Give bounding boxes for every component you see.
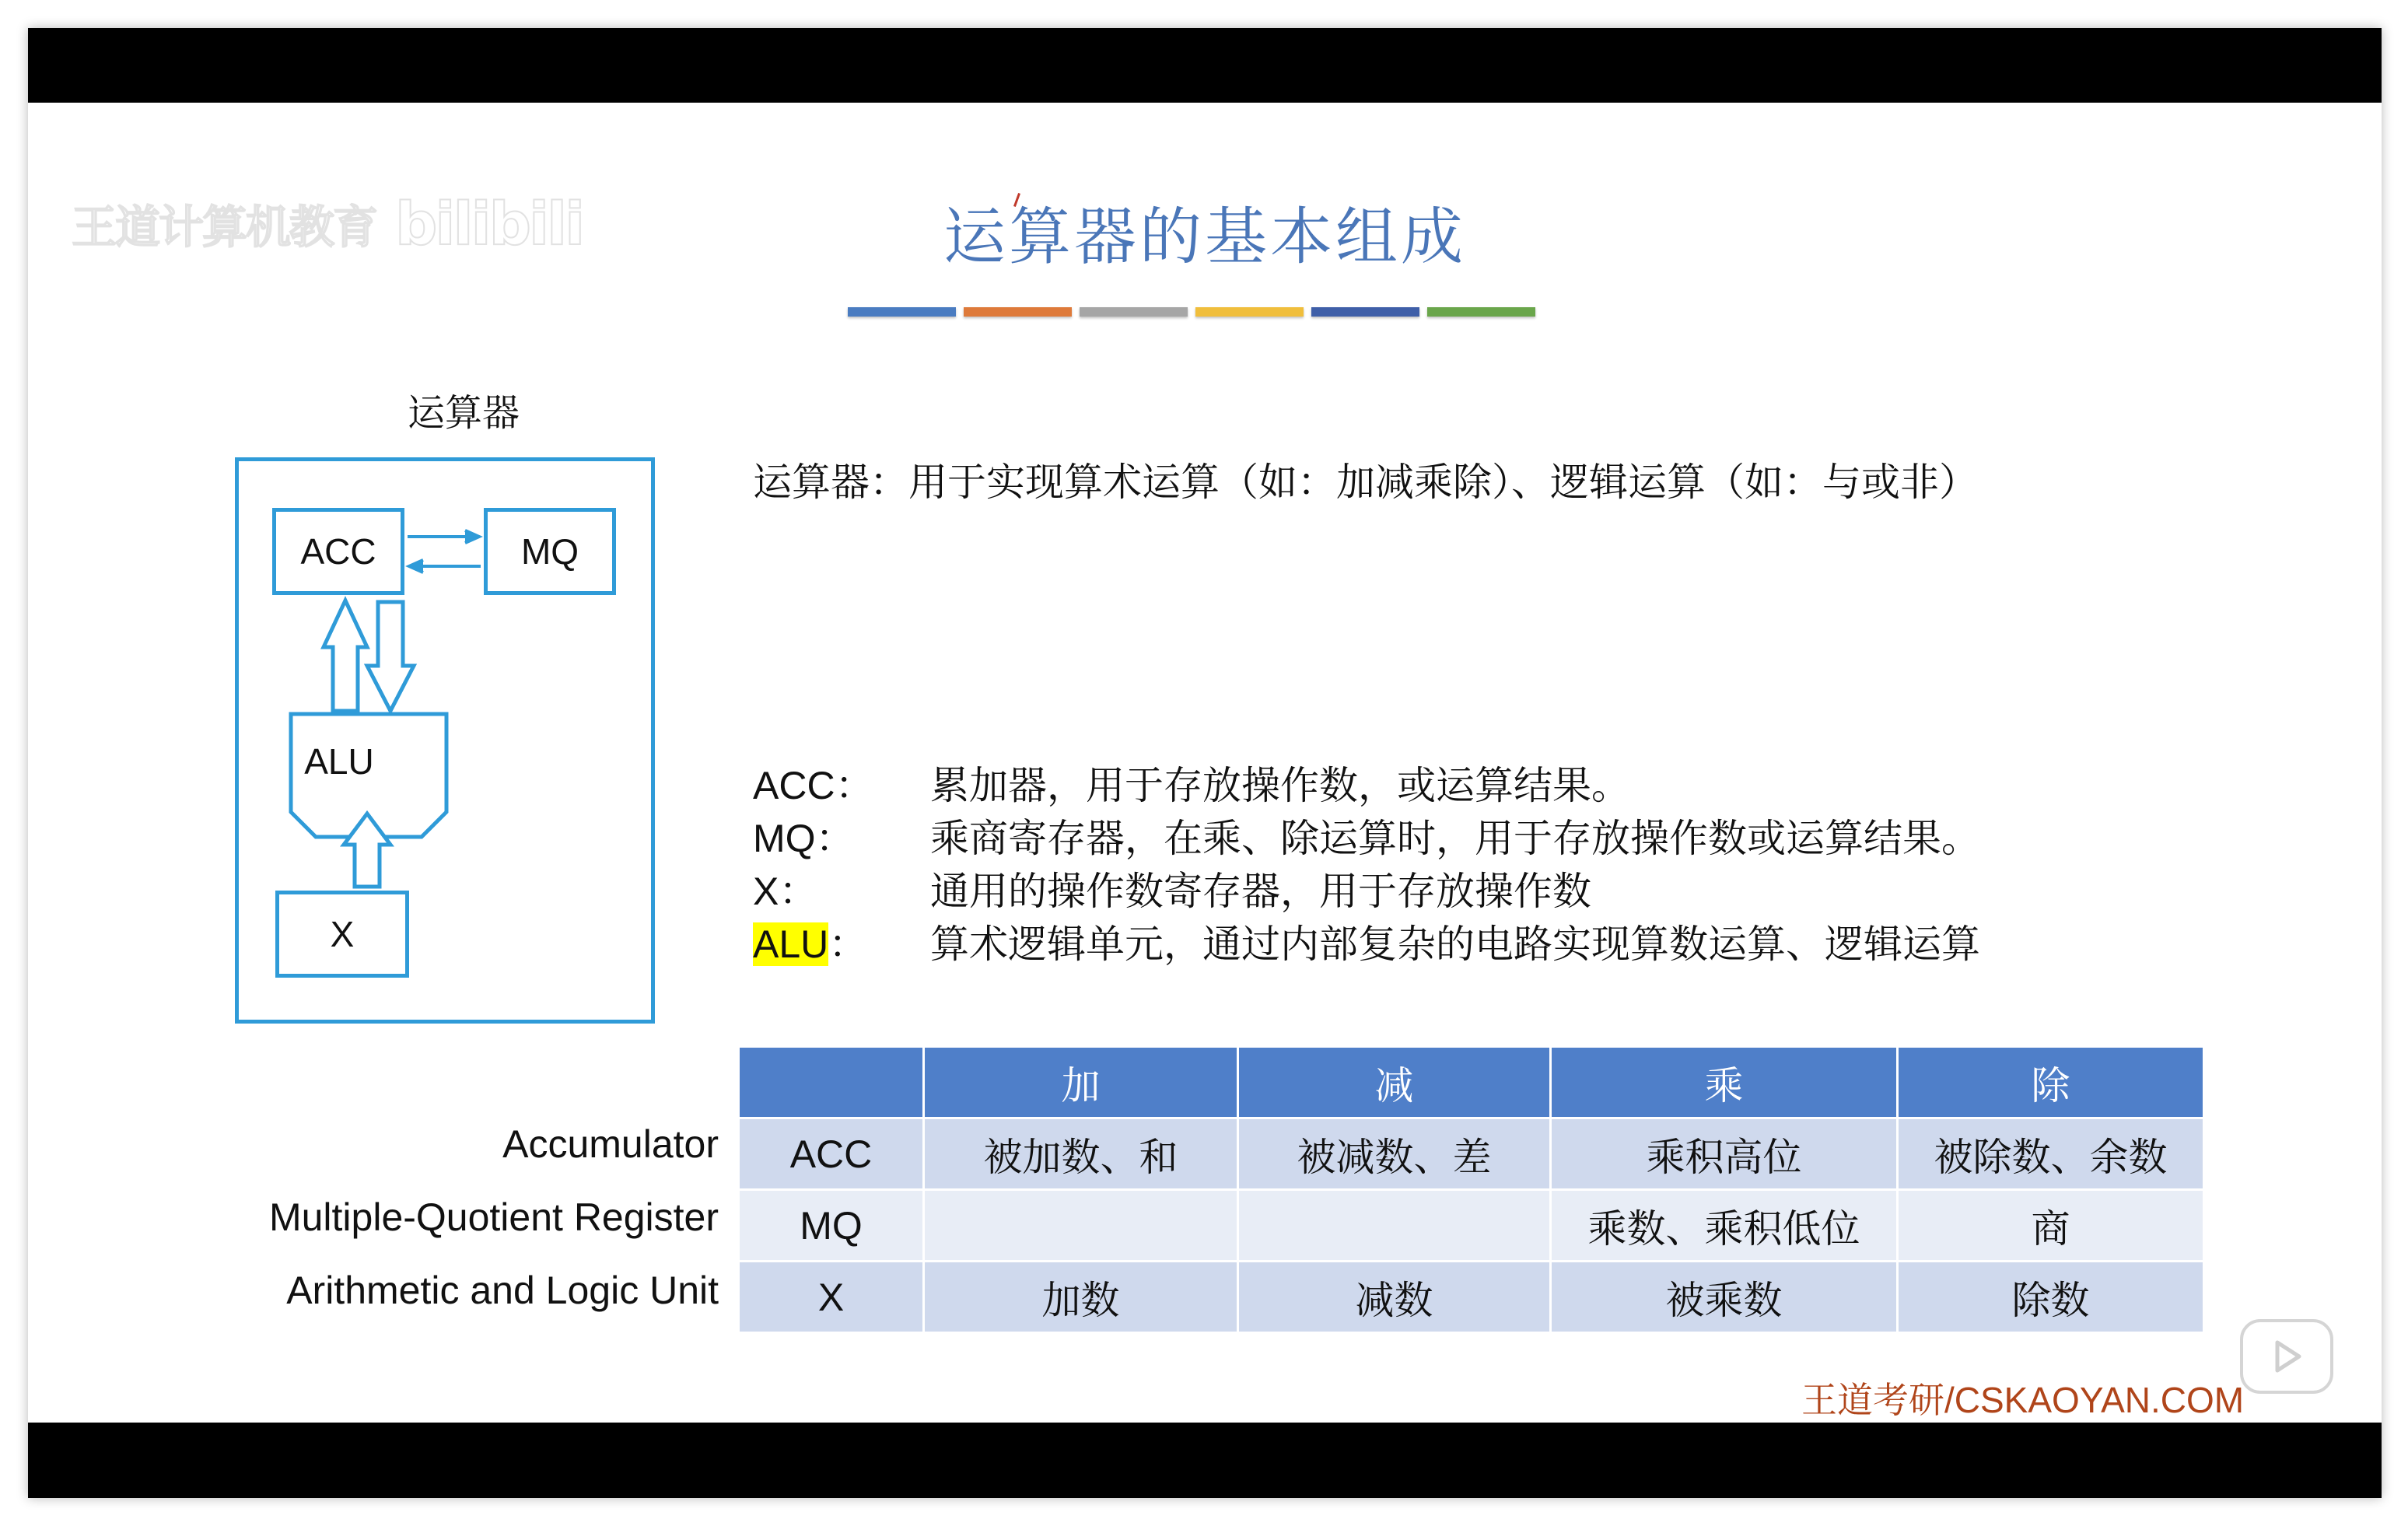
alu-to-acc-arrow xyxy=(324,600,367,711)
table-cell: 商 xyxy=(1898,1190,2204,1262)
alu-label: ALU xyxy=(304,741,374,782)
table-cell: 除数 xyxy=(1898,1262,2204,1333)
table-row xyxy=(739,1190,2204,1262)
slide xyxy=(28,103,2382,1423)
term-mq: MQ： xyxy=(753,817,855,860)
full-name-accumulator: Accumulator xyxy=(502,1122,719,1166)
x-box: X xyxy=(275,891,409,978)
term-alu-highlight: ALU xyxy=(753,922,829,966)
slide-title: 运算器的基本组成 xyxy=(943,201,1466,273)
table-cell: 被乘数 xyxy=(1551,1262,1898,1333)
alu-definition: 运算器：用于实现算术运算（如：加减乘除）、逻辑运算（如：与或非） xyxy=(753,460,1978,505)
full-name-alu: Arithmetic and Logic Unit xyxy=(286,1269,719,1312)
term-x: X： xyxy=(753,870,818,913)
table-header-row xyxy=(739,1047,2204,1118)
table-header-cell: 除 xyxy=(1898,1047,2204,1118)
mq-to-acc-arrowhead xyxy=(409,560,423,572)
table-row xyxy=(739,1262,2204,1333)
term-alu-suffix: ： xyxy=(828,922,868,966)
letterbox-bottom xyxy=(28,1423,2382,1498)
table-header-cell: 减 xyxy=(1238,1047,1551,1118)
term-acc-desc: 累加器，用于存放操作数，或运算结果。 xyxy=(930,763,1630,808)
table-cell: X xyxy=(739,1262,924,1333)
term-mq-desc: 乘商寄存器，在乘、除运算时，用于存放操作数或运算结果。 xyxy=(930,816,1980,861)
bilibili-logo: bilibili xyxy=(395,188,583,258)
video-player-window xyxy=(28,28,2382,1498)
table-cell xyxy=(1238,1190,1551,1262)
table-cell: 乘数、乘积低位 xyxy=(1551,1190,1898,1262)
table-cell: 被减数、差 xyxy=(1238,1118,1551,1190)
watermark-text: 王道计算机教育 xyxy=(72,201,377,254)
acc-box: ACC xyxy=(272,508,404,595)
full-name-mq: Multiple-Quotient Register xyxy=(268,1195,719,1239)
table-header-cell: 加 xyxy=(924,1047,1238,1118)
table-header-cell: 乘 xyxy=(1551,1047,1898,1118)
table-cell xyxy=(924,1190,1238,1262)
term-acc: ACC： xyxy=(753,764,874,807)
table-row xyxy=(739,1118,2204,1190)
play-button[interactable] xyxy=(2240,1319,2333,1394)
term-x-desc: 通用的操作数寄存器，用于存放操作数 xyxy=(930,869,1591,914)
table-cell: 乘积高位 xyxy=(1551,1118,1898,1190)
acc-to-alu-arrow xyxy=(367,602,414,711)
letterbox-top xyxy=(28,28,2382,103)
acc-to-mq-arrowhead xyxy=(465,530,479,543)
table-cell: MQ xyxy=(739,1190,924,1262)
term-alu-desc: 算术逻辑单元，通过内部复杂的电路实现算数运算、逻辑运算 xyxy=(930,922,1980,967)
table-cell: ACC xyxy=(739,1118,924,1190)
mq-box: MQ xyxy=(484,508,616,595)
table-cell: 加数 xyxy=(924,1262,1238,1333)
table-cell: 减数 xyxy=(1238,1262,1551,1333)
term-alu xyxy=(753,913,867,969)
x-to-alu-arrow xyxy=(344,814,390,887)
table-header-cell xyxy=(739,1047,924,1118)
play-icon xyxy=(2243,1322,2330,1391)
table-cell: 被除数、余数 xyxy=(1898,1118,2204,1190)
register-usage-table xyxy=(737,1045,2205,1334)
table-cell: 被加数、和 xyxy=(924,1118,1238,1190)
footer-brand: 王道考研/CSKAOYAN.COM xyxy=(1801,1380,2245,1420)
diagram-label: 运算器 xyxy=(407,391,520,435)
